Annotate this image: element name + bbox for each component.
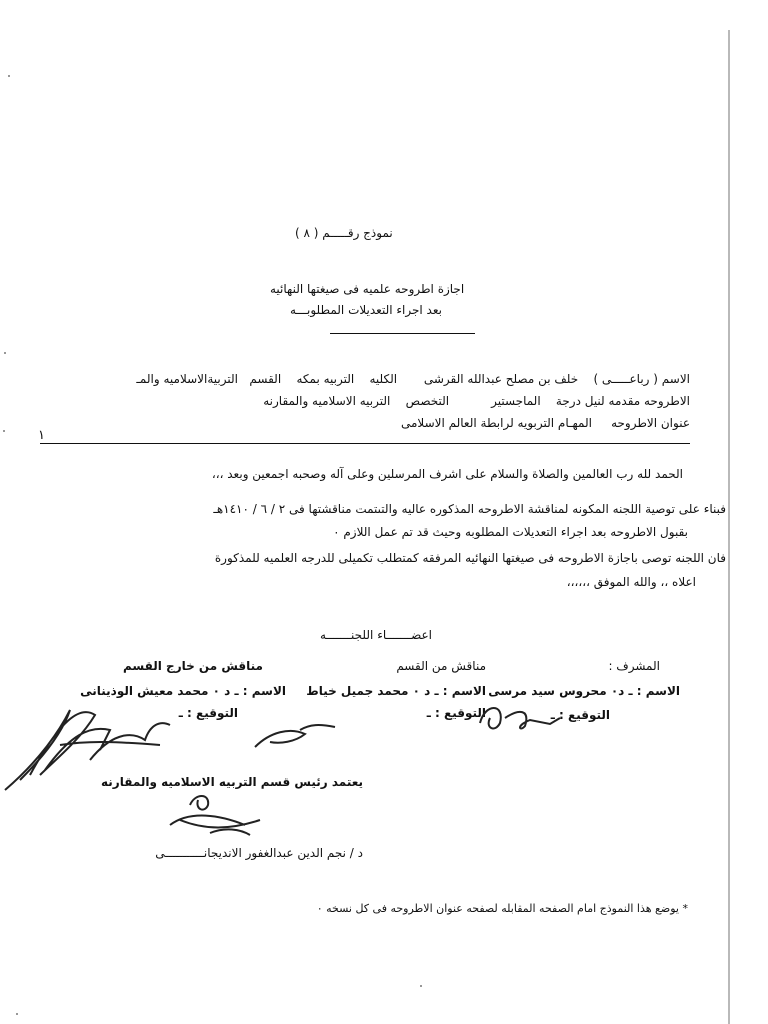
thesis-degree-label: الاطروحه مقدمه لنيل درجة (555, 394, 690, 408)
supervisor-signature-label: التوقيع : ـ (550, 708, 610, 722)
supervisor-label: المشرف : (608, 659, 660, 673)
scan-speck (16, 1013, 18, 1015)
degree-row (263, 394, 690, 408)
scan-speck (4, 352, 6, 354)
para2-line1: فان اللجنه توصى باجازة الاطروحه فى صيغتها النهائيه المرفقه كمتطلب تكميلى للدرجه العلميه للمذكورة (214, 551, 726, 565)
committee-heading: اعضـــــــاء اللجنـــــــه (320, 628, 432, 642)
footnote: * يوضع هذا النموذج امام الصفحه المقابله لصفحه عنوان الاطروحه فى كل نسخه ٠ (316, 902, 688, 915)
form-number: نموذج رقـــــم ( ٨ ) (295, 226, 393, 240)
specialty-value: التربيه الاسلاميه والمقارنه (263, 394, 391, 408)
name-label: الاسم ( رباعـــــى ) (593, 372, 690, 386)
thesis-title-label: عنوان الاطروحه (611, 416, 690, 430)
department-head-name: د / نجم الدين عبدالغفور الانديجانـــــــــــى (155, 846, 363, 860)
internal-examiner-signature-label: التوقيع : ـ (426, 706, 486, 720)
margin-mark: ١ (38, 428, 45, 443)
external-examiner-signature-label: التوقيع : ـ (178, 706, 238, 720)
thesis-title-value: المهـام التربويه لرابطة العالم الاسلامى (400, 416, 592, 430)
college-label: الكليه (369, 372, 398, 386)
title-underline (330, 333, 475, 334)
supervisor-signature (470, 698, 565, 738)
internal-examiner-name: الاسم : ـ د ٠ محمد جميل خياط (306, 684, 486, 698)
name-value: خلف بن مصلح عبدالله القرشى (423, 372, 579, 386)
internal-examiner-signature (250, 712, 340, 752)
dept-value: التربيةالاسلاميه والمـ (136, 372, 238, 386)
scan-speck (3, 430, 5, 432)
internal-examiner-label: مناقش من القسم (396, 659, 486, 673)
greeting: الحمد لله رب العالمين والصلاة والسلام على اشرف المرسلين وعلى آله وصحبه اجمعين وبعد ،،، (211, 467, 683, 481)
external-examiner-name: الاسم : ـ د ٠ محمد معيش الوذينانى (80, 684, 286, 698)
info-divider (40, 443, 690, 444)
degree-value: الماجستير (491, 394, 541, 408)
dept-label: القسم (249, 372, 282, 386)
supervisor-name: الاسم : ـ د٠ محروس سيد مرسى (488, 684, 680, 698)
scan-speck (420, 985, 422, 987)
thesis-title-row (401, 416, 690, 430)
para1-line2: بقبول الاطروحه بعد اجراء التعديلات المطلوبه وحيث قد تم عمل اللازم ٠ (333, 525, 688, 539)
para1-line1: فبناء على توصية اللجنه المكونه لمناقشة الاطروحه المذكوره عاليه والتىتمت مناقشتها فى ٢ / ٦ / ١٤١٠هـ (213, 502, 726, 516)
para2-line2: اعلاه ،، والله الموفق ،،،،،، (566, 575, 696, 589)
scan-page-edge (728, 30, 730, 1024)
external-examiner-label: مناقش من خارج القسم (122, 659, 263, 673)
specialty-label: التخصص (405, 394, 450, 408)
college-value: التربيه بمكه (296, 372, 355, 386)
document-title-line2: بعد اجراء التعديلات المطلوبـــه (290, 303, 442, 317)
approval-line: يعتمد رئيس قسم التربيه الاسلاميه والمقارنه (101, 775, 363, 789)
scan-speck (8, 75, 10, 77)
name-row (0, 372, 690, 386)
document-title-line1: اجازة اطروحه علميه فى صيغتها النهائيه (270, 282, 465, 296)
